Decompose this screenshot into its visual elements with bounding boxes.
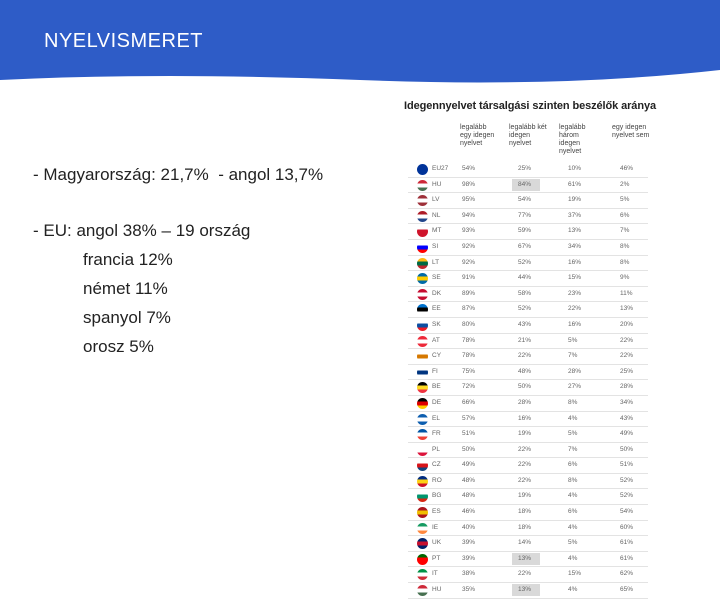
percent-cell: 22% [620, 352, 634, 360]
percent-cell: 61% [620, 539, 634, 547]
percent-cell: 67% [518, 242, 532, 250]
country-flag-icon [417, 164, 428, 175]
percent-cell: 48% [462, 476, 476, 484]
percent-cell: 49% [620, 430, 634, 438]
percent-cell: 2% [620, 180, 630, 188]
percent-cell: 6% [620, 211, 630, 219]
country-code: AT [432, 336, 440, 344]
percent-cell: 23% [568, 289, 582, 297]
country-flag-icon [417, 460, 428, 471]
country-code: IE [432, 523, 439, 531]
percent-cell: 50% [620, 445, 634, 453]
country-flag-icon [417, 351, 428, 362]
percent-cell: 43% [518, 320, 532, 328]
table-row [408, 521, 648, 537]
percent-cell: 4% [568, 523, 578, 531]
country-code: FI [432, 367, 438, 375]
country-code: ES [432, 508, 441, 516]
country-code: DE [432, 398, 442, 406]
table-row [408, 193, 648, 209]
country-code: LT [432, 258, 440, 266]
percent-cell: 19% [568, 196, 582, 204]
percent-cell: 22% [518, 461, 532, 469]
percent-cell: 39% [462, 539, 476, 547]
percent-cell: 10% [568, 165, 582, 172]
country-code: IT [432, 570, 438, 578]
country-code: EE [432, 305, 441, 313]
table-row [408, 162, 648, 178]
percent-cell: 89% [462, 289, 476, 297]
percent-cell: 19% [518, 492, 532, 500]
percent-cell: 22% [518, 476, 532, 484]
percent-cell: 57% [462, 414, 476, 422]
country-flag-icon [417, 554, 428, 565]
table-row [408, 256, 648, 272]
percent-cell: 6% [568, 508, 578, 516]
country-code: BE [432, 383, 441, 391]
language-table-image [404, 100, 678, 594]
percent-cell: 77% [518, 211, 532, 219]
percent-cell: 16% [568, 258, 582, 266]
country-code: EL [432, 414, 440, 422]
percent-cell: 92% [462, 242, 476, 250]
country-code: PL [432, 445, 440, 453]
table-row [408, 536, 648, 552]
country-flag-icon [417, 507, 428, 518]
country-flag-icon [417, 367, 428, 378]
percent-cell: 16% [568, 320, 582, 328]
country-code: LV [432, 196, 440, 204]
percent-cell: 72% [462, 383, 476, 391]
percent-cell: 60% [620, 523, 634, 531]
percent-cell: 28% [518, 398, 532, 406]
percent-cell: 5% [620, 196, 630, 204]
table-row [408, 427, 648, 443]
percent-cell: 50% [462, 445, 476, 453]
percent-cell: 5% [568, 430, 578, 438]
column-header: legalább egy idegen nyelvet [460, 124, 495, 147]
percent-cell: 5% [568, 336, 578, 344]
country-code: EU27 [432, 165, 449, 172]
table-row [408, 396, 648, 412]
table-row [408, 505, 648, 521]
percent-cell: 46% [620, 165, 634, 172]
column-header: egy idegen nyelvet sem [612, 124, 650, 139]
percent-cell: 34% [568, 242, 582, 250]
country-flag-icon [417, 289, 428, 300]
table-row [408, 349, 648, 365]
country-flag-icon [417, 336, 428, 347]
percent-cell: 59% [518, 227, 532, 235]
percent-cell: 8% [568, 398, 578, 406]
percent-cell: 46% [462, 508, 476, 516]
percent-cell: 78% [462, 352, 476, 360]
country-flag-icon [417, 414, 428, 425]
slide-title: NYELVISMERET [44, 30, 203, 52]
bullet-german: német 11% [83, 279, 168, 298]
percent-cell: 7% [620, 227, 630, 235]
country-flag-icon [417, 429, 428, 440]
percent-cell: 4% [568, 554, 578, 562]
percent-cell: 35% [462, 586, 476, 594]
table-row [408, 318, 648, 334]
percent-cell: 66% [462, 398, 476, 406]
percent-cell: 14% [518, 539, 532, 547]
column-header: legalább két idegen nyelvet [509, 124, 547, 147]
percent-cell: 13% [620, 305, 634, 313]
percent-cell: 11% [620, 289, 633, 297]
percent-cell: 94% [462, 211, 476, 219]
percent-cell: 15% [568, 274, 582, 282]
percent-cell: 62% [620, 570, 634, 578]
percent-cell: 4% [568, 414, 578, 422]
table-row [408, 489, 648, 505]
country-code: UK [432, 539, 442, 547]
percent-cell: 21% [518, 336, 532, 344]
country-flag-icon [417, 226, 428, 237]
percent-cell: 13% [518, 586, 532, 594]
country-code: HU [432, 586, 442, 594]
country-flag-icon [417, 320, 428, 331]
percent-cell: 18% [518, 523, 532, 531]
country-code: CY [432, 352, 442, 360]
country-code: RO [432, 476, 442, 484]
percent-cell: 22% [620, 336, 634, 344]
country-code: PT [432, 554, 441, 562]
percent-cell: 48% [462, 492, 476, 500]
country-flag-icon [417, 398, 428, 409]
percent-cell: 87% [462, 305, 476, 313]
country-code: FR [432, 430, 441, 438]
percent-cell: 4% [568, 586, 578, 594]
percent-cell: 6% [568, 461, 578, 469]
percent-cell: 49% [462, 461, 476, 469]
percent-cell: 50% [518, 383, 532, 391]
country-flag-icon [417, 304, 428, 315]
percent-cell: 22% [518, 352, 532, 360]
percent-cell: 92% [462, 258, 476, 266]
country-flag-icon [417, 523, 428, 534]
percent-cell: 5% [568, 539, 578, 547]
table-row [408, 412, 648, 428]
percent-cell: 84% [518, 180, 532, 188]
percent-cell: 9% [620, 274, 630, 282]
percent-cell: 54% [462, 165, 476, 172]
table-row [408, 271, 648, 287]
percent-cell: 22% [568, 305, 582, 313]
percent-cell: 95% [462, 196, 476, 204]
percent-cell: 61% [620, 554, 634, 562]
percent-cell: 48% [518, 367, 532, 375]
percent-cell: 65% [620, 586, 634, 594]
country-code: SI [432, 242, 439, 250]
table-row [408, 224, 648, 240]
table-row [408, 443, 648, 459]
country-flag-icon [417, 476, 428, 487]
country-code: NL [432, 211, 441, 219]
percent-cell: 52% [620, 492, 634, 500]
country-flag-icon [417, 585, 428, 596]
country-flag-icon [417, 242, 428, 253]
table-row [408, 240, 648, 256]
country-code: HU [432, 180, 442, 188]
percent-cell: 28% [620, 383, 634, 391]
percent-cell: 43% [620, 414, 634, 422]
percent-cell: 8% [620, 242, 630, 250]
percent-cell: 7% [568, 352, 578, 360]
table-row [408, 567, 648, 583]
slide-header [0, 0, 720, 86]
percent-cell: 20% [620, 320, 634, 328]
country-flag-icon [417, 382, 428, 393]
table-row [408, 178, 648, 194]
country-flag-icon [417, 569, 428, 580]
percent-cell: 44% [518, 274, 532, 282]
percent-cell: 93% [462, 227, 476, 235]
percent-cell: 28% [568, 367, 582, 375]
percent-cell: 98% [462, 180, 476, 188]
percent-cell: 27% [568, 383, 582, 391]
percent-cell: 54% [620, 508, 634, 516]
bullet-hungary: - Magyarország: 21,7% - angol 13,7% [33, 165, 324, 184]
percent-cell: 18% [518, 508, 532, 516]
percent-cell: 25% [518, 165, 532, 172]
column-header: legalább három idegen nyelvet [559, 124, 586, 155]
country-code: SK [432, 320, 441, 328]
table-row [408, 458, 648, 474]
country-flag-icon [417, 273, 428, 284]
percent-cell: 51% [462, 430, 476, 438]
percent-cell: 8% [620, 258, 630, 266]
percent-cell: 80% [462, 320, 476, 328]
bullet-russian: orosz 5% [83, 337, 154, 356]
percent-cell: 54% [518, 196, 532, 204]
percent-cell: 37% [568, 211, 582, 219]
percent-cell: 39% [462, 554, 476, 562]
country-flag-icon [417, 195, 428, 206]
percent-cell: 13% [568, 227, 582, 235]
table-row [408, 287, 648, 303]
country-flag-icon [417, 211, 428, 222]
table-row [408, 583, 648, 599]
table-row [408, 209, 648, 225]
percent-cell: 61% [568, 180, 582, 188]
country-flag-icon [417, 180, 428, 191]
country-code: SE [432, 274, 441, 282]
country-flag-icon [417, 258, 428, 269]
percent-cell: 52% [518, 258, 532, 266]
percent-cell: 58% [518, 289, 532, 297]
country-flag-icon [417, 445, 428, 456]
table-row [408, 302, 648, 318]
table-row [408, 334, 648, 350]
percent-cell: 40% [462, 523, 476, 531]
bullet-french: francia 12% [83, 250, 173, 269]
country-flag-icon [417, 491, 428, 502]
percent-cell: 51% [620, 461, 634, 469]
country-code: CZ [432, 461, 441, 469]
percent-cell: 19% [518, 430, 532, 438]
percent-cell: 91% [462, 274, 476, 282]
table-row [408, 365, 648, 381]
percent-cell: 13% [518, 554, 532, 562]
percent-cell: 8% [568, 476, 578, 484]
country-code: DK [432, 289, 442, 297]
percent-cell: 78% [462, 336, 476, 344]
country-code: MT [432, 227, 442, 235]
percent-cell: 22% [518, 445, 532, 453]
table-body [408, 162, 648, 599]
percent-cell: 52% [620, 476, 634, 484]
percent-cell: 7% [568, 445, 578, 453]
percent-cell: 15% [568, 570, 582, 578]
bullet-spanish: spanyol 7% [83, 308, 171, 327]
percent-cell: 38% [462, 570, 476, 578]
country-code: BG [432, 492, 442, 500]
bullet-list [33, 160, 323, 361]
percent-cell: 16% [518, 414, 532, 422]
percent-cell: 34% [620, 398, 634, 406]
percent-cell: 22% [518, 570, 532, 578]
table-row [408, 474, 648, 490]
percent-cell: 4% [568, 492, 578, 500]
table-title: Idegennyelvet társalgási szinten beszélők aránya [404, 100, 656, 112]
table-row [408, 380, 648, 396]
percent-cell: 25% [620, 367, 634, 375]
bullet-eu: - EU: angol 38% – 19 ország [33, 221, 251, 240]
table-row [408, 552, 648, 568]
percent-cell: 75% [462, 367, 476, 375]
percent-cell: 52% [518, 305, 532, 313]
